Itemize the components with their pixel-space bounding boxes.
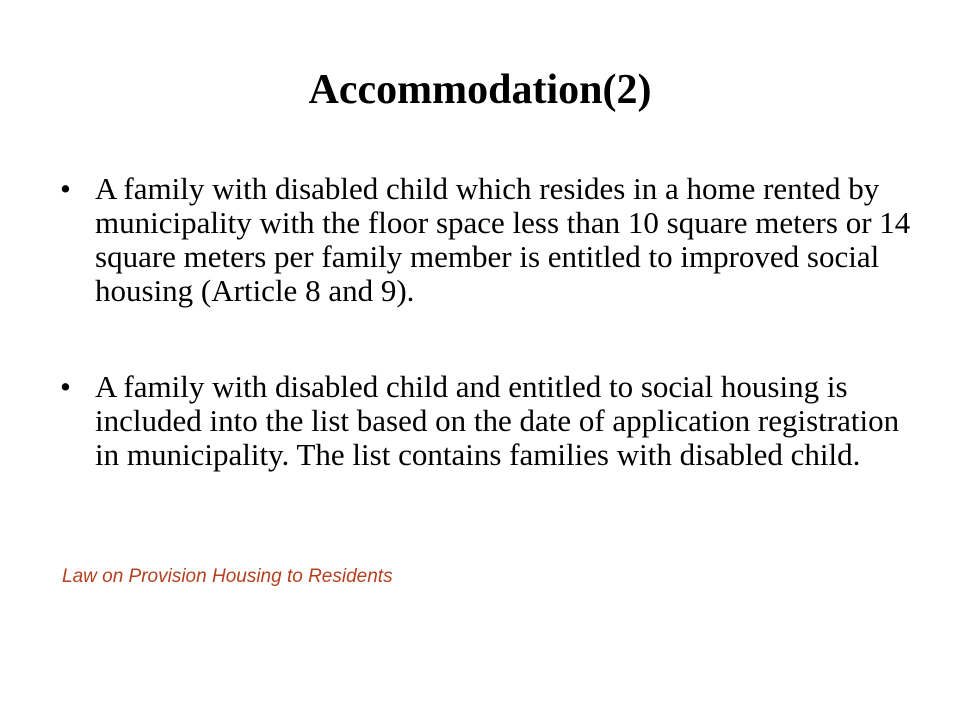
bullet-icon: • [60, 369, 71, 404]
bullet-list [60, 172, 920, 534]
bullet-icon: • [60, 171, 71, 206]
bullet-item [60, 172, 920, 308]
source-citation: Law on Provision Housing to Residents [62, 566, 393, 587]
slide-title: Accommodation(2) [308, 67, 652, 113]
bullet-text: A family with disabled child which resides in a home rented by municipality with the floor space less than 10 square meters or 14 square meters per family member is entitled to improved social housing (Article 8 and 9). [95, 171, 911, 308]
bullet-text: A family with disabled child and entitled to social housing is included into the list based on the date of application registration in municipality. The list contains families with disabled child. [95, 369, 900, 472]
bullet-item [60, 370, 920, 472]
